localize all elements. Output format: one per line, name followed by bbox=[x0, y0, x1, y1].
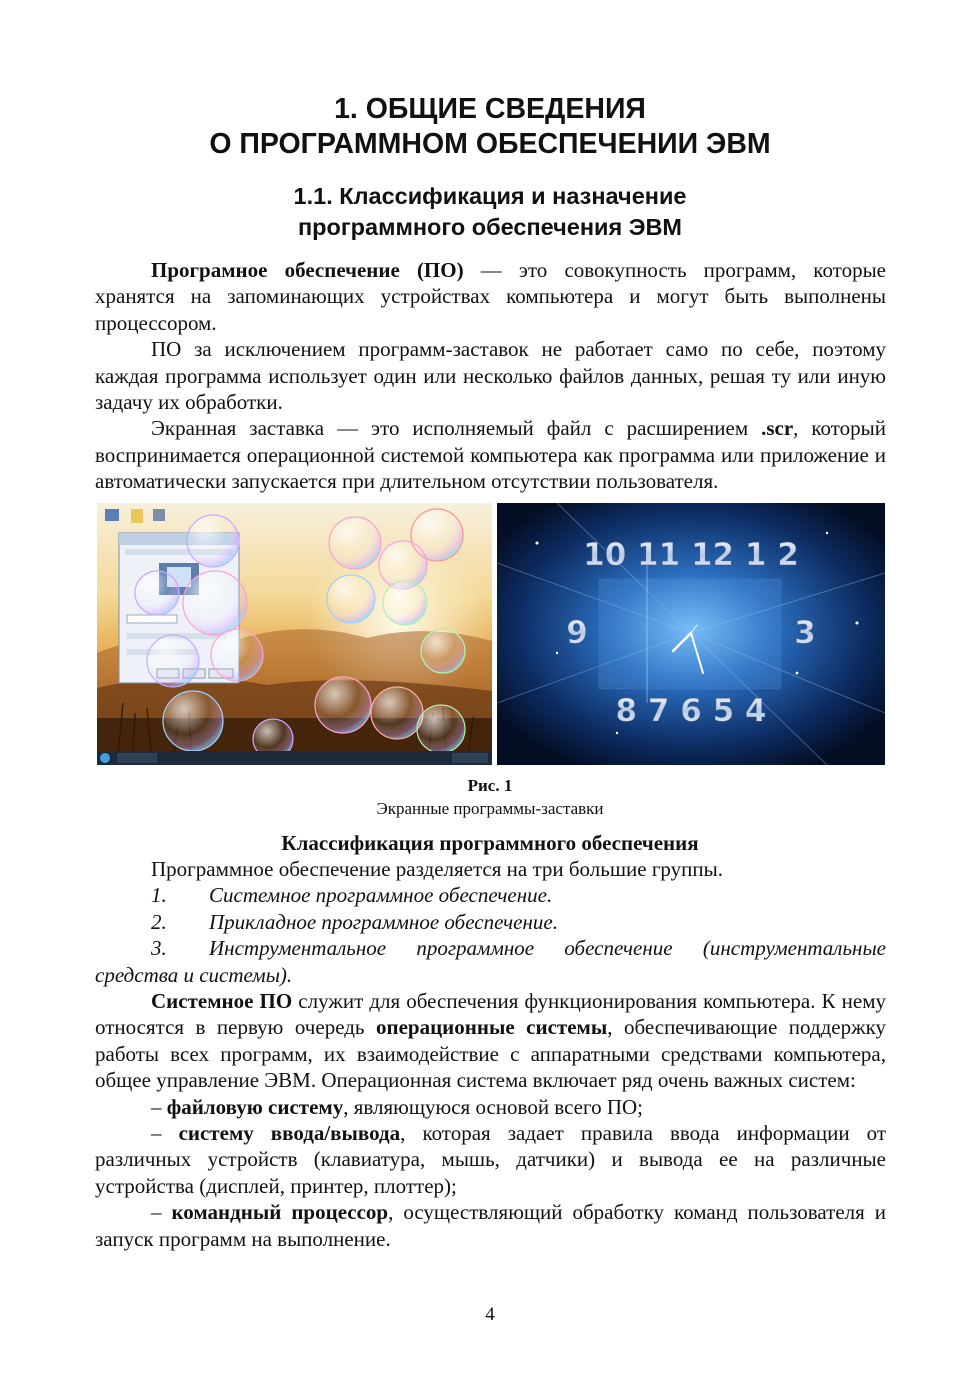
system-po-text-2: , обеспечивающие поддержку работы всех программ, их взаимодействие с аппаратными средствами компьютера, общее управление ЭВМ. Операционная система включает ряд очень важных систем: bbox=[95, 1015, 886, 1093]
clock-top-digits: 10 11 12 1 2 bbox=[583, 537, 799, 573]
intro-text bbox=[95, 257, 886, 495]
term-system-po: Системное ПО bbox=[151, 989, 293, 1014]
subsystem-item bbox=[95, 1199, 886, 1252]
classification-title: Классификация программного обеспечения bbox=[281, 831, 699, 855]
term-po: Програмное обеспечение (ПО) bbox=[151, 258, 464, 282]
list-item-number: 1. bbox=[151, 883, 167, 908]
list-item-number: 3. bbox=[151, 936, 167, 961]
term-file-system: файловую систему bbox=[166, 1094, 344, 1119]
system-po-paragraph bbox=[95, 988, 886, 1094]
subsystem-text: , которая задает правила ввода информации от различных устройств (клавиатура, мышь, датчики) и вывода ее на различные устройства (дисплей, принтер, плоттер); bbox=[95, 1121, 887, 1198]
subsystem-text: , осуществляющий обработку команд пользователя и запуск программ на выполнение. bbox=[95, 1200, 887, 1251]
list-item bbox=[95, 909, 886, 935]
list-item-text: Прикладное программное обеспечение. bbox=[209, 909, 558, 934]
figure-label: Рис. 1 bbox=[467, 776, 513, 795]
screensaver-text-a: Экранная заставка — это исполняемый файл с расширением bbox=[151, 416, 762, 441]
subsystem-item bbox=[95, 1094, 886, 1120]
list-item-text: Инструментальное программное обеспечение (инструментальные средства и системы). bbox=[95, 936, 886, 987]
list-item bbox=[95, 935, 886, 988]
figure-caption: Экранные программы-заставки bbox=[376, 799, 604, 818]
classification-intro: Программное обеспечение разделяется на три большие группы. bbox=[151, 857, 723, 881]
section-title-line2: программного обеспечения ЭВМ bbox=[297, 214, 683, 240]
clock-screenshot bbox=[497, 503, 885, 765]
clock-left-digit: 9 bbox=[566, 615, 588, 651]
term-command-processor: командный процессор bbox=[171, 1200, 389, 1225]
list-item-text: Системное программное обеспечение. bbox=[209, 883, 553, 908]
scr-extension: .scr bbox=[761, 416, 794, 441]
definition-text: — это совокупность программ, которые хранятся на запоминающих устройствах компьютера и могут быть выполнены процессором. bbox=[95, 258, 887, 335]
dash: – bbox=[151, 1200, 172, 1225]
term-io-system: систему ввода/вывода bbox=[178, 1121, 401, 1146]
page-number: 4 bbox=[485, 1304, 495, 1325]
clock-right-digit: 3 bbox=[794, 615, 816, 651]
section-title-line1: 1.1. Классификация и назначение bbox=[293, 183, 687, 209]
definition-paragraph bbox=[95, 257, 886, 336]
chapter-title-line2: О ПРОГРАММНОМ ОБЕСПЕЧЕНИИ ЭВМ bbox=[209, 128, 771, 160]
screensaver-bubbles-image bbox=[97, 503, 492, 765]
list-item bbox=[95, 882, 886, 908]
screensaver-paragraph bbox=[95, 415, 886, 494]
subsystem-item bbox=[95, 1120, 886, 1199]
paragraph-2: ПО за исключением программ-заставок не работает само по себе, поэтому каждая программа использует один или несколько файлов данных, решая ту или иную задачу их обработки. bbox=[95, 337, 886, 415]
screensaver-clock-image bbox=[497, 503, 885, 765]
list-item-number: 2. bbox=[151, 909, 167, 934]
screensaver-text-b: , который воспринимается операционной системой компьютера как программа или приложение и автоматически запускается при длительном отсутствии пользователя. bbox=[95, 416, 886, 494]
chapter-title-line1: 1. ОБЩИЕ СВЕДЕНИЯ bbox=[334, 93, 646, 125]
term-operating-systems: операционные системы bbox=[375, 1015, 608, 1040]
system-po-text-1: служит для обеспечения функционирования компьютера. К нему относятся в первую очередь bbox=[95, 989, 886, 1040]
subsystem-text: , являющуюся основой всего ПО; bbox=[343, 1094, 644, 1119]
dash: – bbox=[151, 1094, 167, 1119]
clock-bottom-digits: 8 7 6 5 4 bbox=[615, 693, 767, 729]
classification-text bbox=[95, 856, 886, 1252]
bubbles-screenshot bbox=[97, 503, 492, 765]
dash: – bbox=[151, 1121, 179, 1146]
